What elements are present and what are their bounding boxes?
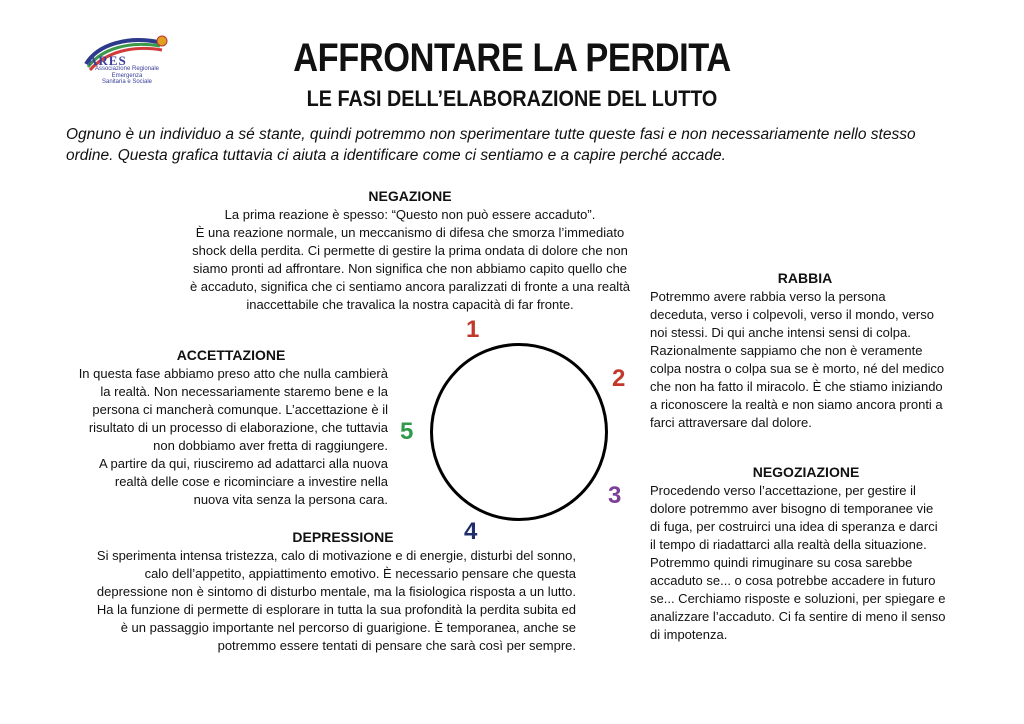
- logo-caption: Associazione Regionale Emergenza Sanitaria e Sociale: [94, 66, 160, 85]
- stage-number-1: 1: [466, 316, 480, 343]
- section-title: RABBIA: [777, 270, 833, 286]
- text-line: se... Cerchiamo risposte e soluzioni, per spiegare e: [650, 591, 946, 606]
- text-line: Procedendo verso l’accettazione, per gestire il: [650, 483, 916, 498]
- text-line: Potremmo quindi rimuginare su cosa sarebbe: [650, 555, 913, 570]
- text-line: Ha la funzione di permette di esplorare in tutta la sua profondità la perdita subita ed: [96, 602, 576, 617]
- text-line: che non ha fatto il miracolo. È che stiamo iniziando: [650, 379, 943, 394]
- stage-number-4: 4: [464, 518, 478, 545]
- section-rabbia: [650, 268, 960, 432]
- page-subtitle: LE FASI DELL’ELABORAZIONE DEL LUTTO: [306, 86, 718, 111]
- section-negazione: [180, 186, 640, 314]
- text-line: di fuga, per costruirci una idea di speranza e darci: [650, 519, 938, 534]
- text-line: A partire da qui, riusciremo ad adattarci alla nuova: [98, 456, 388, 471]
- section-negoziazione: [650, 462, 962, 644]
- text-line: colpa nostra o colpa sua se è morto, né del medico: [650, 361, 945, 376]
- text-line: la realtà. Non necessariamente staremo bene e la: [100, 384, 388, 399]
- stage-number-5: 5: [400, 418, 414, 445]
- text-line: deceduta, verso i colpevoli, verso il mondo, verso: [650, 307, 934, 322]
- text-line: di impotenza.: [650, 627, 728, 642]
- text-line: La prima reazione è spesso: “Questo non può essere accaduto”.: [224, 207, 596, 222]
- text-line: farci attraversare dal dolore.: [650, 415, 812, 430]
- text-line: analizzare l’accaduto. Ci fa sentire di meno il senso: [650, 609, 946, 624]
- text-line: persona ci mancherà comunque. L’accettazione è il: [92, 402, 388, 417]
- text-line: realtà delle cose e ricominciare a investire nella: [114, 474, 388, 489]
- text-line: depressione non è sintomo di disturbo mentale, ma la fisiologica risposta a un lutto.: [96, 584, 576, 599]
- text-line: È una reazione normale, un meccanismo di difesa che smorza l’immediato: [195, 225, 625, 240]
- text-line: non dobbiamo aver fretta di raggiungere.: [153, 438, 388, 453]
- text-line: è accaduto, significa che ci sentiamo ancora paralizzati di fronte a una realtà: [189, 279, 631, 294]
- stage-number-2: 2: [612, 365, 626, 392]
- section-accettazione: [66, 345, 388, 509]
- text-line: potremmo essere tentati di pensare che sarà così per sempre.: [217, 638, 576, 653]
- text-line: a riconoscere la realtà e non siamo ancora pronti a: [650, 397, 943, 412]
- stage-number-3: 3: [608, 482, 622, 509]
- section-title: NEGOZIAZIONE: [752, 464, 860, 480]
- text-line: shock della perdita. Ci permette di gestire la prima ondata di dolore che non: [192, 243, 628, 258]
- text-line: nuova vita senza la persona cara.: [193, 492, 388, 507]
- text-line: Potremmo avere rabbia verso la persona: [650, 289, 886, 304]
- text-line: accaduto se... o cosa potrebbe accadere in futuro: [650, 573, 936, 588]
- page-title: AFFRONTARE LA PERDITA: [293, 36, 731, 80]
- text-line: noi stessi. Di qui anche intensi sensi di colpa.: [650, 325, 911, 340]
- section-title: DEPRESSIONE: [292, 529, 394, 545]
- logo-word: ARES: [88, 53, 127, 68]
- text-line: dolore potremmo aver bisogno di temporanee vie: [650, 501, 934, 516]
- text-line: Razionalmente sappiamo che non è veramente: [650, 343, 923, 358]
- section-title: NEGAZIONE: [368, 188, 452, 204]
- text-line: Si sperimenta intensa tristezza, calo di motivazione e di energie, disturbi del sonno,: [96, 548, 576, 563]
- text-line: siamo pronti ad affrontare. Non significa che non abbiamo capito quello che: [192, 261, 628, 276]
- text-line: In questa fase abbiamo preso atto che nulla cambierà: [78, 366, 388, 381]
- intro-paragraph: Ognuno è un individuo a sé stante, quindi potremmo non sperimentare tutte queste fasi e non necessariamente nello stesso ordine. Questa grafica tuttavia ci aiuta a identificare come ci sentiamo e a capire perché accade.: [66, 126, 916, 164]
- text-line: il tempo di riadattarci alla realtà della situazione.: [650, 537, 927, 552]
- text-line: calo dell’appetito, appiattimento emotivo. È necessario pensare che questa: [144, 566, 576, 581]
- text-line: risultato di un processo di elaborazione, che tuttavia: [88, 420, 388, 435]
- cycle-circle: [430, 343, 608, 521]
- section-depressione: [70, 527, 576, 655]
- text-line: è un passaggio importante nel percorso di guarigione. È temporanea, anche se: [120, 620, 576, 635]
- text-line: inaccettabile che travalica la nostra capacità di far fronte.: [246, 297, 574, 312]
- section-title: ACCETTAZIONE: [176, 347, 286, 363]
